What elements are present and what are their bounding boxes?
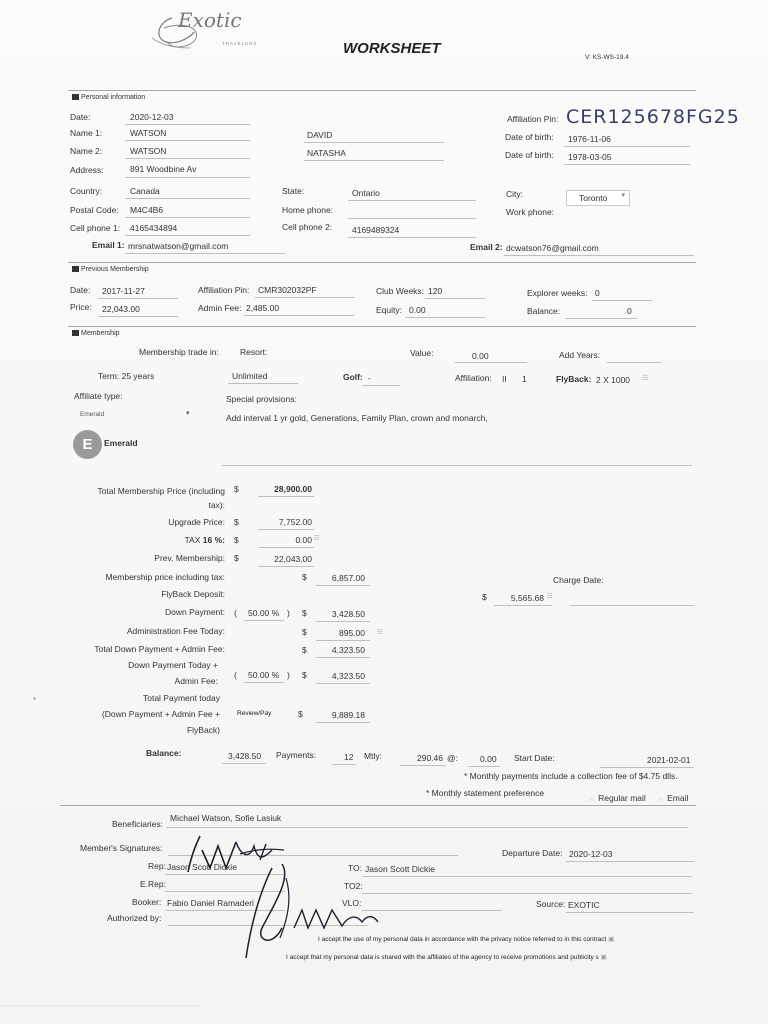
- total-today-label-line3: FlyBack): [186, 725, 220, 735]
- city-label: City:: [506, 189, 523, 199]
- start-date-value: 2021-02-01: [647, 755, 691, 765]
- prev-membership-label: Prev. Membership:: [154, 553, 225, 563]
- postal-label: Postal Code:: [70, 205, 119, 215]
- prev-aff-pin-label: Affiliation Pin:: [198, 285, 250, 295]
- cell2-label: Cell phone 2:: [282, 222, 333, 232]
- to-label: TO:: [348, 863, 363, 873]
- page-title: WORKSHEET: [343, 40, 441, 57]
- name2-first: NATASHA: [307, 148, 346, 158]
- state-value: Ontario: [352, 188, 380, 198]
- emerald-badge-icon: E: [73, 430, 102, 459]
- affiliate-type-select[interactable]: [78, 410, 198, 422]
- total-today-label-line2: (Down Payment + Admin Fee +: [101, 709, 220, 719]
- down-today-percent[interactable]: 50.00 %: [248, 670, 280, 680]
- resort-label: Resort:: [240, 347, 268, 357]
- radio-icon: ○: [590, 797, 594, 803]
- privacy-consent-1-text: I accept the use of my personal data in accordance with the privacy notice referred to in this contract: [318, 936, 607, 943]
- select-arrow-icon: ▾: [186, 410, 190, 417]
- equity-label: Equity:: [376, 305, 402, 315]
- affiliation-label: Affiliation:: [455, 373, 492, 383]
- booker-label: Booker:: [132, 897, 162, 907]
- down-today-value: 4,323.50: [331, 671, 365, 681]
- affiliation-number: 1: [522, 374, 527, 384]
- flyback-deposit-edit-icon[interactable]: ☷: [547, 594, 553, 600]
- statement-preference-label: * Monthly statement preference: [426, 788, 545, 798]
- date-value: 2020-12-03: [130, 112, 174, 122]
- erep-label: E.Rep:: [140, 879, 166, 889]
- previous-section-title: Previous Membership: [72, 266, 149, 273]
- dob1-label: Date of birth:: [505, 132, 554, 142]
- postal-value: M4C4B6: [130, 205, 164, 215]
- flyback-deposit-value: 5,565.68: [510, 593, 544, 603]
- prev-date-value: 2017-11-27: [102, 286, 145, 296]
- member-signature-label: Member's Signatures:: [80, 843, 163, 853]
- beneficiaries-label: Beneficiaries:: [112, 819, 164, 829]
- logo-text: Exotic: [178, 8, 242, 32]
- total-price-label: Total Membership Price (including tax):: [97, 486, 225, 510]
- checkbox-icon: ▣: [608, 936, 615, 943]
- at-label: @:: [447, 753, 458, 763]
- to2-label: TO2:: [344, 881, 363, 891]
- dob2-label: Date of birth:: [505, 150, 554, 160]
- affiliation-pin-label: Affiliation Pin:: [507, 114, 559, 124]
- tax-label: TAX 16 %:: [184, 535, 225, 545]
- regular-mail-option[interactable]: [590, 788, 646, 806]
- total-down-label: Total Down Payment + Admin Fee:: [94, 644, 225, 654]
- club-weeks-label: Club Weeks:: [376, 286, 425, 296]
- email2-label: Email 2:: [470, 242, 503, 252]
- prev-membership-currency: $: [234, 553, 239, 563]
- add-years-label: Add Years:: [559, 350, 601, 360]
- special-provisions-text: Add interval 1 yr gold, Generations, Family Plan, crown and monarch,: [226, 413, 488, 423]
- dropdown-arrow-icon: ▾: [621, 192, 625, 199]
- email1-label: Email 1:: [92, 240, 125, 250]
- balance-value: 3,428.50: [228, 751, 262, 761]
- dob2-value: 1978-03-05: [568, 152, 612, 162]
- signature-natasha: [232, 858, 392, 968]
- down-payment-value: 3,428.50: [331, 609, 365, 619]
- city-selected-value: Toronto: [579, 193, 608, 203]
- down-payment-currency: $: [302, 608, 307, 618]
- name2-label: Name 2:: [70, 146, 103, 156]
- explorer-weeks-value: 0: [595, 288, 600, 298]
- equity-value: 0.00: [409, 305, 426, 315]
- upgrade-label: Upgrade Price:: [168, 517, 225, 527]
- total-today-label-line1: Total Payment today: [142, 693, 220, 703]
- email-option[interactable]: [659, 788, 688, 806]
- total-down-currency: $: [302, 645, 307, 655]
- privacy-consent-2-text: I accept that my personal data is shared with the affiliates of the agency to receive promotions and publicity s: [286, 954, 599, 961]
- admin-fee-today-label: Administration Fee Today:: [126, 626, 225, 636]
- affiliate-type-label: Affiliate type:: [74, 391, 123, 401]
- flyback-deposit-currency: $: [482, 592, 487, 602]
- prev-admin-fee-label: Admin Fee:: [198, 303, 242, 313]
- person-icon: [72, 94, 79, 100]
- down-today-label-line1: Down Payment Today +: [128, 660, 218, 670]
- payments-value: 12: [344, 752, 354, 762]
- city-select[interactable]: [566, 190, 630, 206]
- down-today-label-line2: Admin Fee:: [174, 676, 218, 686]
- booker-value: Fabio Daniel Ramaderi: [167, 898, 254, 908]
- tax-edit-icon[interactable]: ☷: [314, 536, 320, 542]
- prev-date-label: Date:: [70, 285, 91, 295]
- balance-label: Balance:: [146, 748, 182, 758]
- total-today-currency: $: [298, 709, 303, 719]
- down-today-pct-close: ): [287, 670, 290, 680]
- personal-section-title: Personal information: [72, 94, 145, 101]
- tax-currency: $: [234, 535, 239, 545]
- prev-admin-fee-value: 2,485.00: [246, 303, 280, 313]
- total-price-value: 28,900.00: [274, 484, 312, 494]
- email-option-label: Email: [667, 793, 689, 803]
- departure-date-label: Departure Date:: [502, 848, 563, 858]
- page-edge: [0, 1005, 200, 1006]
- country-value: Canada: [130, 186, 160, 196]
- admin-fee-edit-icon[interactable]: ☷: [377, 630, 383, 636]
- authorized-by-label: Authorized by:: [107, 913, 162, 923]
- checkbox-icon: ▣: [600, 954, 607, 961]
- beneficiaries-value: Michael Watson, Sofie Lasiuk: [170, 813, 282, 823]
- email1-value: mrsnatwatson@gmail.com: [128, 241, 229, 251]
- flyback-info-icon: ☷: [642, 375, 649, 382]
- review-pay-link[interactable]: Review/Pay: [237, 710, 272, 717]
- email2-value: dcwatson76@gmail.com: [506, 243, 599, 253]
- rep-label: Rep:: [148, 861, 166, 871]
- flyback-deposit-label: FlyBack Deposit:: [161, 589, 225, 599]
- work-phone-label: Work phone:: [506, 207, 555, 217]
- membership-section-title: Membership: [72, 330, 120, 337]
- dob1-value: 1976-11-06: [568, 134, 611, 144]
- address-label: Address:: [70, 165, 104, 175]
- prev-price-label: Price:: [70, 302, 92, 312]
- card-icon: [72, 330, 79, 336]
- tax-value: 0.00: [295, 535, 312, 545]
- logo-subtext: TRAVELERS: [222, 41, 258, 46]
- payments-label: Payments:: [276, 750, 317, 760]
- form-version: V: KS-WS-19.4: [585, 54, 629, 61]
- name1-label: Name 1:: [70, 128, 103, 138]
- admin-fee-today-currency: $: [302, 627, 307, 637]
- emerald-badge-label: Emerald: [104, 438, 138, 448]
- vlo-label: VLO:: [342, 898, 362, 908]
- down-payment-label: Down Payment:: [165, 607, 225, 617]
- collection-fee-note: * Monthly payments include a collection fee of $4.75 dlls.: [464, 771, 678, 781]
- monthly-value: 290.46: [417, 753, 443, 763]
- incl-tax-currency: $: [302, 572, 307, 582]
- prev-balance-value: 0: [627, 306, 632, 316]
- down-today-pct-open: (: [234, 670, 237, 680]
- departure-date-value: 2020-12-03: [569, 849, 613, 859]
- incl-tax-value: 6,857.00: [331, 573, 365, 583]
- name2-last: WATSON: [130, 146, 167, 156]
- club-weeks-value: 120: [428, 286, 443, 296]
- rep-value: Jason Scott Dickie: [167, 862, 237, 872]
- flyback-label: FlyBack:: [556, 374, 592, 384]
- prev-aff-pin-value: CMR302032PF: [258, 285, 317, 295]
- explorer-weeks-label: Explorer weeks:: [527, 288, 588, 298]
- date-label: Date:: [70, 112, 91, 122]
- down-today-currency: $: [302, 670, 307, 680]
- scan-speck: [33, 697, 36, 700]
- admin-fee-today-value: 895.00: [339, 628, 365, 638]
- value-value: 0.00: [472, 351, 489, 361]
- special-provisions-label: Special provisions:: [226, 394, 297, 404]
- charge-date-label: Charge Date:: [553, 575, 604, 585]
- cell1-value: 4165434894: [130, 223, 178, 233]
- name1-first: DAVID: [307, 130, 333, 140]
- source-label: Source:: [536, 899, 566, 909]
- cell2-value: 4169489324: [352, 225, 400, 235]
- term-text: Term: 25 years: [98, 371, 155, 381]
- monthly-label: Mtly:: [364, 751, 382, 761]
- total-down-value: 4,323.50: [331, 645, 365, 655]
- trade-in-label: Membership trade in:: [139, 347, 219, 357]
- flag-icon: [72, 266, 79, 272]
- down-payment-percent[interactable]: 50.00 %: [248, 608, 280, 618]
- total-price-currency: $: [234, 484, 239, 494]
- golf-label: Golf:: [343, 372, 363, 382]
- to-value: Jason Scott Dickie: [365, 864, 435, 874]
- radio-icon: ○: [659, 797, 663, 803]
- state-label: State:: [282, 186, 305, 196]
- unlimited-text: Unlimited: [232, 371, 268, 381]
- affiliation-roman: II: [502, 374, 507, 384]
- flyback-value: 2 X 1000: [596, 375, 631, 385]
- golf-value: -: [368, 373, 371, 383]
- upgrade-currency: $: [234, 517, 239, 527]
- down-pct-open: (: [234, 608, 237, 618]
- home-phone-label: Home phone:: [282, 205, 334, 215]
- total-today-value: 9,889.18: [331, 710, 365, 720]
- prev-balance-label: Balance:: [527, 306, 561, 316]
- prev-price-value: 22,043.00: [102, 304, 140, 314]
- down-pct-close: ): [287, 608, 290, 618]
- incl-tax-label: Membership price including tax:: [105, 572, 225, 582]
- cell1-label: Cell phone 1:: [70, 223, 121, 233]
- start-date-label: Start Date:: [514, 753, 555, 763]
- affiliation-pin-handwritten: CER125678FG25: [566, 106, 740, 128]
- country-label: Country:: [70, 186, 103, 196]
- prev-membership-value: 22,043.00: [274, 554, 312, 564]
- source-value: EXOTIC: [568, 900, 600, 910]
- regular-mail-label: Regular mail: [598, 793, 646, 803]
- upgrade-value: 7,752.00: [278, 517, 312, 527]
- address-value: 891 Woodbine Av: [130, 164, 197, 174]
- affiliate-type-value: Emerald: [80, 411, 105, 418]
- at-value: 0.00: [480, 754, 497, 764]
- name1-last: WATSON: [130, 128, 167, 138]
- value-label: Value:: [410, 348, 434, 358]
